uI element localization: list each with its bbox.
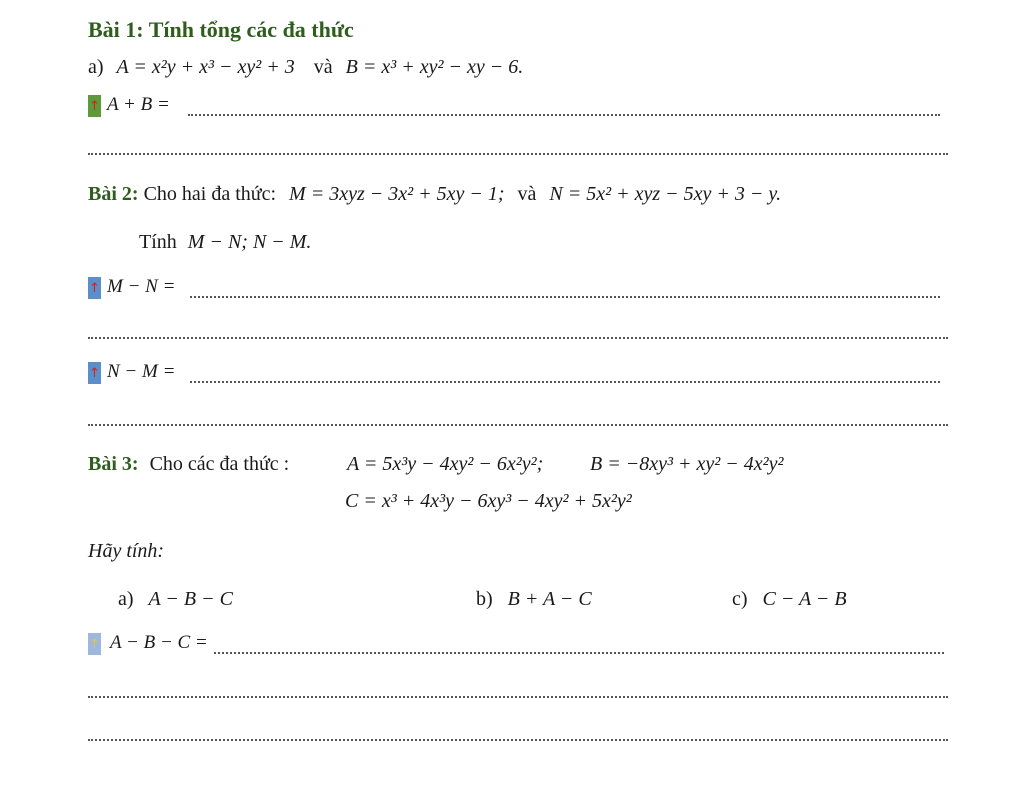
bai1-part-a [88,56,523,79]
up-arrow-icon: ↑ [88,277,101,299]
task-expression: M − N; N − M. [187,231,312,253]
polynomial-n: N = 5x² + xyz − 5xy + 3 − y. [549,183,782,205]
up-arrow-icon: ↑ [88,362,101,384]
answer-line[interactable] [88,424,948,426]
task-word: Tính [139,231,177,253]
part-a [118,588,233,611]
bai2-text: Cho hai đa thức: [143,183,277,205]
answer-label-a-plus-b: A + B = [107,94,170,115]
polynomial-a: A = 5x³y − 4xy² − 6x²y²; [347,453,544,475]
answer-label-m-minus-n: M − N = [107,276,176,297]
part-label: c) [732,588,748,610]
polynomial-a: A = x²y + x³ − xy² + 3 [116,56,295,78]
polynomial-m: M = 3xyz − 3x² + 5xy − 1; [289,183,505,205]
answer-line[interactable] [88,739,948,741]
answer-line[interactable] [88,696,948,698]
up-arrow-icon: ↑ [88,95,101,117]
part-c [732,588,847,611]
bai3-text: Cho các đa thức : [149,453,290,475]
up-arrow-icon: ↑ [88,633,101,655]
bai3-number: Bài 3: [88,453,139,475]
part-expression: C − A − B [762,588,847,610]
bai3-heading [88,453,289,476]
bai1-heading: Bài 1: Tính tổng các đa thức [88,17,354,42]
answer-line[interactable] [214,652,944,654]
part-a-label: a) [88,56,104,78]
bai2-task [139,231,311,254]
and-word: và [517,183,537,205]
answer-label-n-minus-m: N − M = [107,361,176,382]
polynomial-b: B = x³ + xy² − xy − 6. [345,56,524,78]
part-label: b) [476,588,493,610]
bai2-number: Bài 2: [88,183,139,205]
instruction: Hãy tính: [88,540,165,562]
answer-line[interactable] [188,114,940,116]
answer-label-a-minus-b-minus-c: A − B − C = [110,632,208,653]
polynomial-c: C = x³ + 4x³y − 6xy³ − 4xy² + 5x²y² [345,490,632,512]
answer-line[interactable] [88,337,948,339]
part-expression: B + A − C [507,588,592,610]
answer-line[interactable] [190,381,940,383]
answer-line[interactable] [88,153,948,155]
answer-line[interactable] [190,296,940,298]
and-word: và [313,56,333,78]
part-label: a) [118,588,134,610]
bai2-heading [88,183,781,206]
polynomial-b: B = −8xy³ + xy² − 4x²y² [590,453,784,475]
part-expression: A − B − C [148,588,233,610]
part-b [476,588,592,611]
